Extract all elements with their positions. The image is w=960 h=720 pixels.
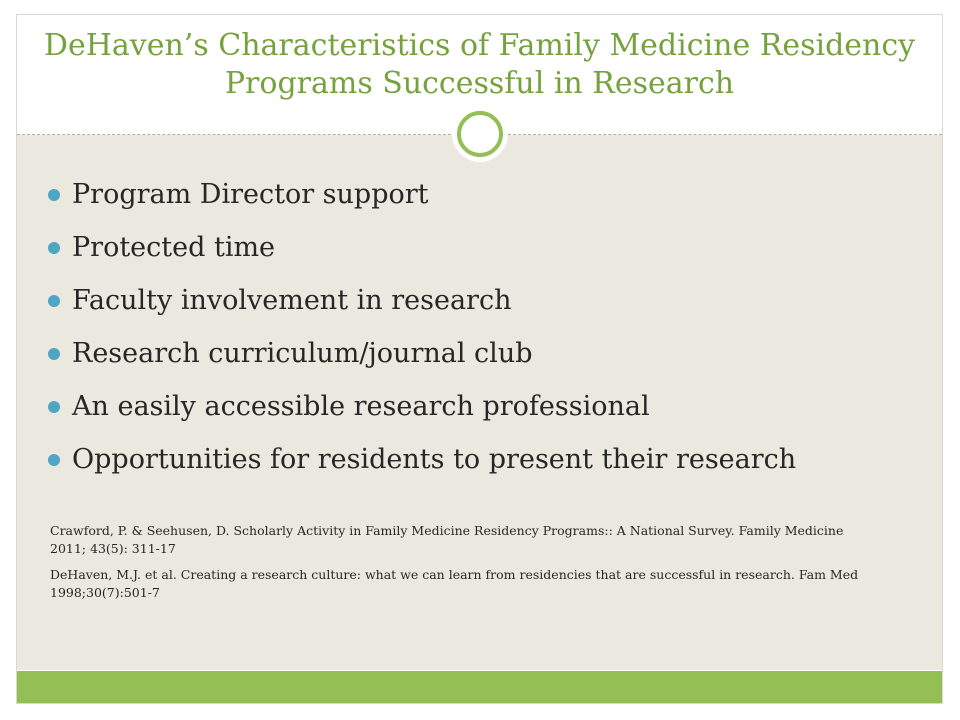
bullet-text: Program Director support [72, 179, 429, 210]
bullet-text: An easily accessible research professional [72, 391, 650, 422]
reference-crawford: Crawford, P. & Seehusen, D. Scholarly Activity in Family Medicine Residency Programs:: A National Survey. Family Medicine 2011; 43(5): 311-17 [50, 523, 844, 556]
bullet-text: Opportunities for residents to present their research [72, 444, 797, 475]
slide-title: DeHaven’s Characteristics of Family Medicine Residency Programs Successful in Research [43, 28, 916, 101]
bullet-text: Research curriculum/journal club [72, 338, 533, 369]
reference-dehaven: DeHaven, M.J. et al. Creating a research culture: what we can learn from residencies that are successful in research. Fam Med 1998;30(7):501-7 [50, 567, 859, 600]
bullet-text: Protected time [72, 232, 276, 263]
slide-frame [16, 14, 943, 704]
bullet-text: Faculty involvement in research [72, 285, 512, 316]
